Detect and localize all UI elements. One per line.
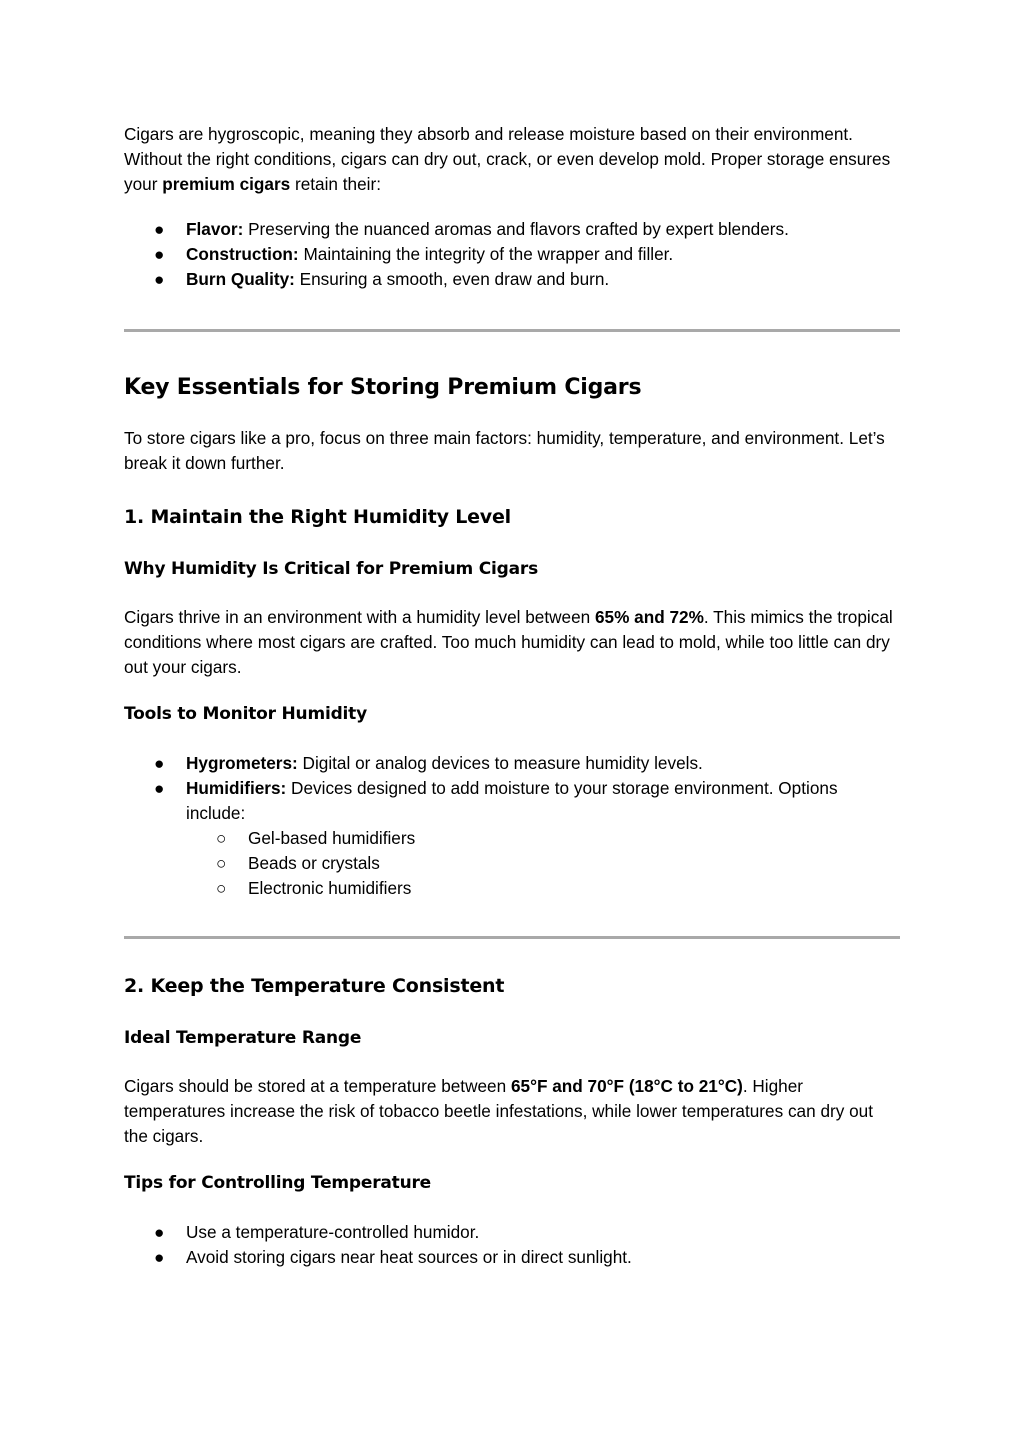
humidity-paragraph: Cigars thrive in an environment with a humidity level between 65% and 72%. This mimics the tropical conditions where most cigars are crafted. Too much humidity can lead to mold, while too little can dry out your cigars. bbox=[124, 607, 893, 677]
tips-heading: Tips for Controlling Temperature bbox=[124, 1173, 432, 1193]
tools-list bbox=[124, 751, 900, 826]
list-item: ○ Electronic humidifiers bbox=[124, 876, 900, 901]
list-item: ● Humidifiers: Devices designed to add moisture to your storage environment. Options include: bbox=[154, 778, 838, 823]
intro-paragraph: Cigars are hygroscopic, meaning they absorb and release moisture based on their environment. Without the right conditions, cigars can dry out, crack, or even develop mold. Proper storage ensures your premium cigars retain their: bbox=[124, 124, 891, 194]
bullet-icon: ● bbox=[154, 269, 165, 289]
key-essentials-heading: Key Essentials for Storing Premium Cigars bbox=[124, 375, 642, 400]
document-page bbox=[124, 122, 900, 1270]
qualities-list bbox=[124, 217, 900, 292]
circle-bullet-icon: ○ bbox=[216, 878, 227, 898]
list-item: ● Hygrometers: Digital or analog devices to measure humidity levels. bbox=[124, 751, 900, 776]
list-item: ● Construction: Maintaining the integrity of the wrapper and filler. bbox=[124, 242, 900, 267]
circle-bullet-icon: ○ bbox=[216, 853, 227, 873]
circle-bullet-icon: ○ bbox=[216, 828, 227, 848]
list-item: ● Flavor: Preserving the nuanced aromas and flavors crafted by expert blenders. bbox=[124, 217, 900, 242]
intro-bold: premium cigars bbox=[162, 174, 291, 194]
temperature-heading: 2. Keep the Temperature Consistent bbox=[124, 975, 505, 997]
bullet-icon: ● bbox=[154, 1222, 165, 1242]
bullet-icon: ● bbox=[154, 219, 165, 239]
tools-heading: Tools to Monitor Humidity bbox=[124, 704, 367, 724]
humidifier-options-list bbox=[124, 826, 900, 901]
bullet-icon: ● bbox=[154, 778, 165, 798]
key-essentials-paragraph: To store cigars like a pro, focus on three main factors: humidity, temperature, and environment. Let’s break it down further. bbox=[124, 428, 885, 473]
bullet-icon: ● bbox=[154, 244, 165, 264]
bullet-icon: ● bbox=[154, 753, 165, 773]
bullet-icon: ● bbox=[154, 1247, 165, 1267]
divider bbox=[124, 936, 900, 939]
list-item: ○ Beads or crystals bbox=[124, 851, 900, 876]
divider bbox=[124, 329, 900, 332]
tips-list bbox=[124, 1220, 900, 1270]
ideal-range-heading: Ideal Temperature Range bbox=[124, 1028, 362, 1048]
humidity-heading: 1. Maintain the Right Humidity Level bbox=[124, 506, 511, 528]
list-item: ● Use a temperature-controlled humidor. bbox=[124, 1220, 900, 1245]
why-humidity-heading: Why Humidity Is Critical for Premium Cigars bbox=[124, 559, 539, 579]
list-item: ● Avoid storing cigars near heat sources or in direct sunlight. bbox=[124, 1245, 900, 1270]
temperature-paragraph: Cigars should be stored at a temperature between 65°F and 70°F (18°C to 21°C). Higher temperatures increase the risk of tobacco beetle infestations, while lower temperatures can dry out the cigars. bbox=[124, 1076, 873, 1146]
list-item: ○ Gel-based humidifiers bbox=[124, 826, 900, 851]
list-item: ● Burn Quality: Ensuring a smooth, even draw and burn. bbox=[124, 267, 900, 292]
